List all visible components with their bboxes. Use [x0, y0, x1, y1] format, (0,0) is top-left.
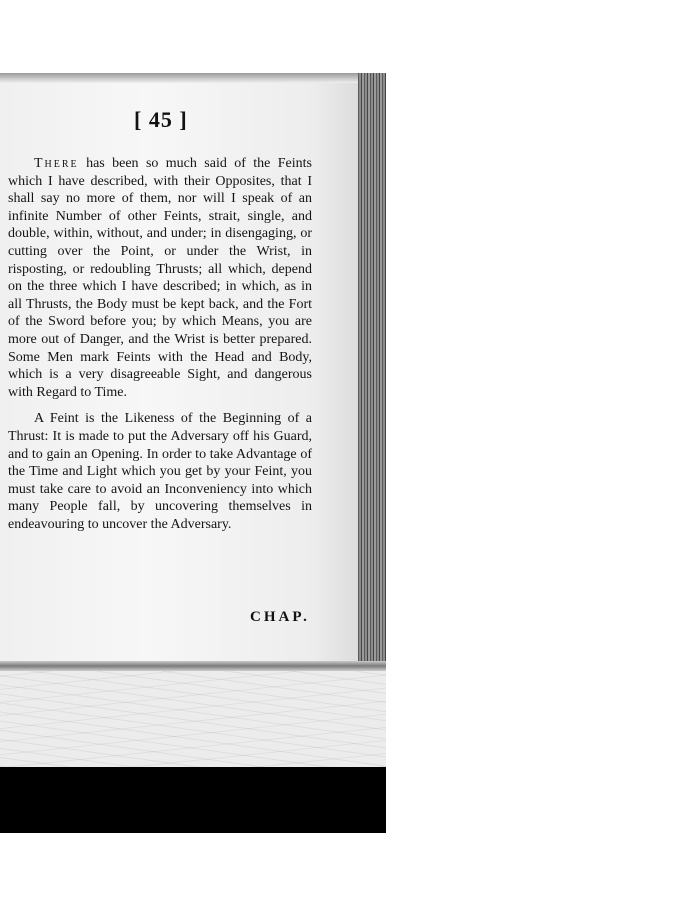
paragraph-1-text: has been so much said of the Feints which I have described, with their Opposites, that I shall say no more of them, nor will I speak of an infinite Number of other Feints, strait, single, and double, within, without, and under; in disengaging, or cutting over the Point, or under the Wrist, in risposting, or redoubling Thrusts; all which, depend on the three which I have described; in which, as in all Thrusts, the Body must be kept back, and the Fort of the Sword before you; by which Means, you are more out of Danger, and the Wrist is better prepared. Some Men mark Feints with the Head and Body, which is a very disagreeable Sight, and dangerous with Regard to Time. — [8, 156, 312, 400]
book-gutter — [358, 73, 386, 669]
paragraph-1-lead: There — [34, 156, 79, 171]
paragraph-2 — [8, 410, 312, 533]
body-text — [8, 155, 312, 533]
scan-background — [0, 671, 386, 767]
catchword: CHAP. — [250, 609, 310, 625]
page-edge — [0, 661, 386, 671]
scanned-page-image — [0, 73, 386, 833]
page-number: [ 45 ] — [134, 107, 188, 132]
page-top-shadow — [0, 73, 386, 83]
paragraph-2-text: A Feint is the Likeness of the Beginning of a Thrust: It is made to put the Adversary off his Guard, and to gain an Opening. In order to take Advantage of the Time and Light which you get by your Feint, you must take care to avoid an Inconveniency into which many People fall, by uncovering themselves in endeavouring to uncover the Adversary. — [8, 411, 312, 532]
book-page — [0, 73, 368, 669]
scan-black-band — [0, 767, 386, 833]
paragraph-1 — [8, 155, 312, 401]
